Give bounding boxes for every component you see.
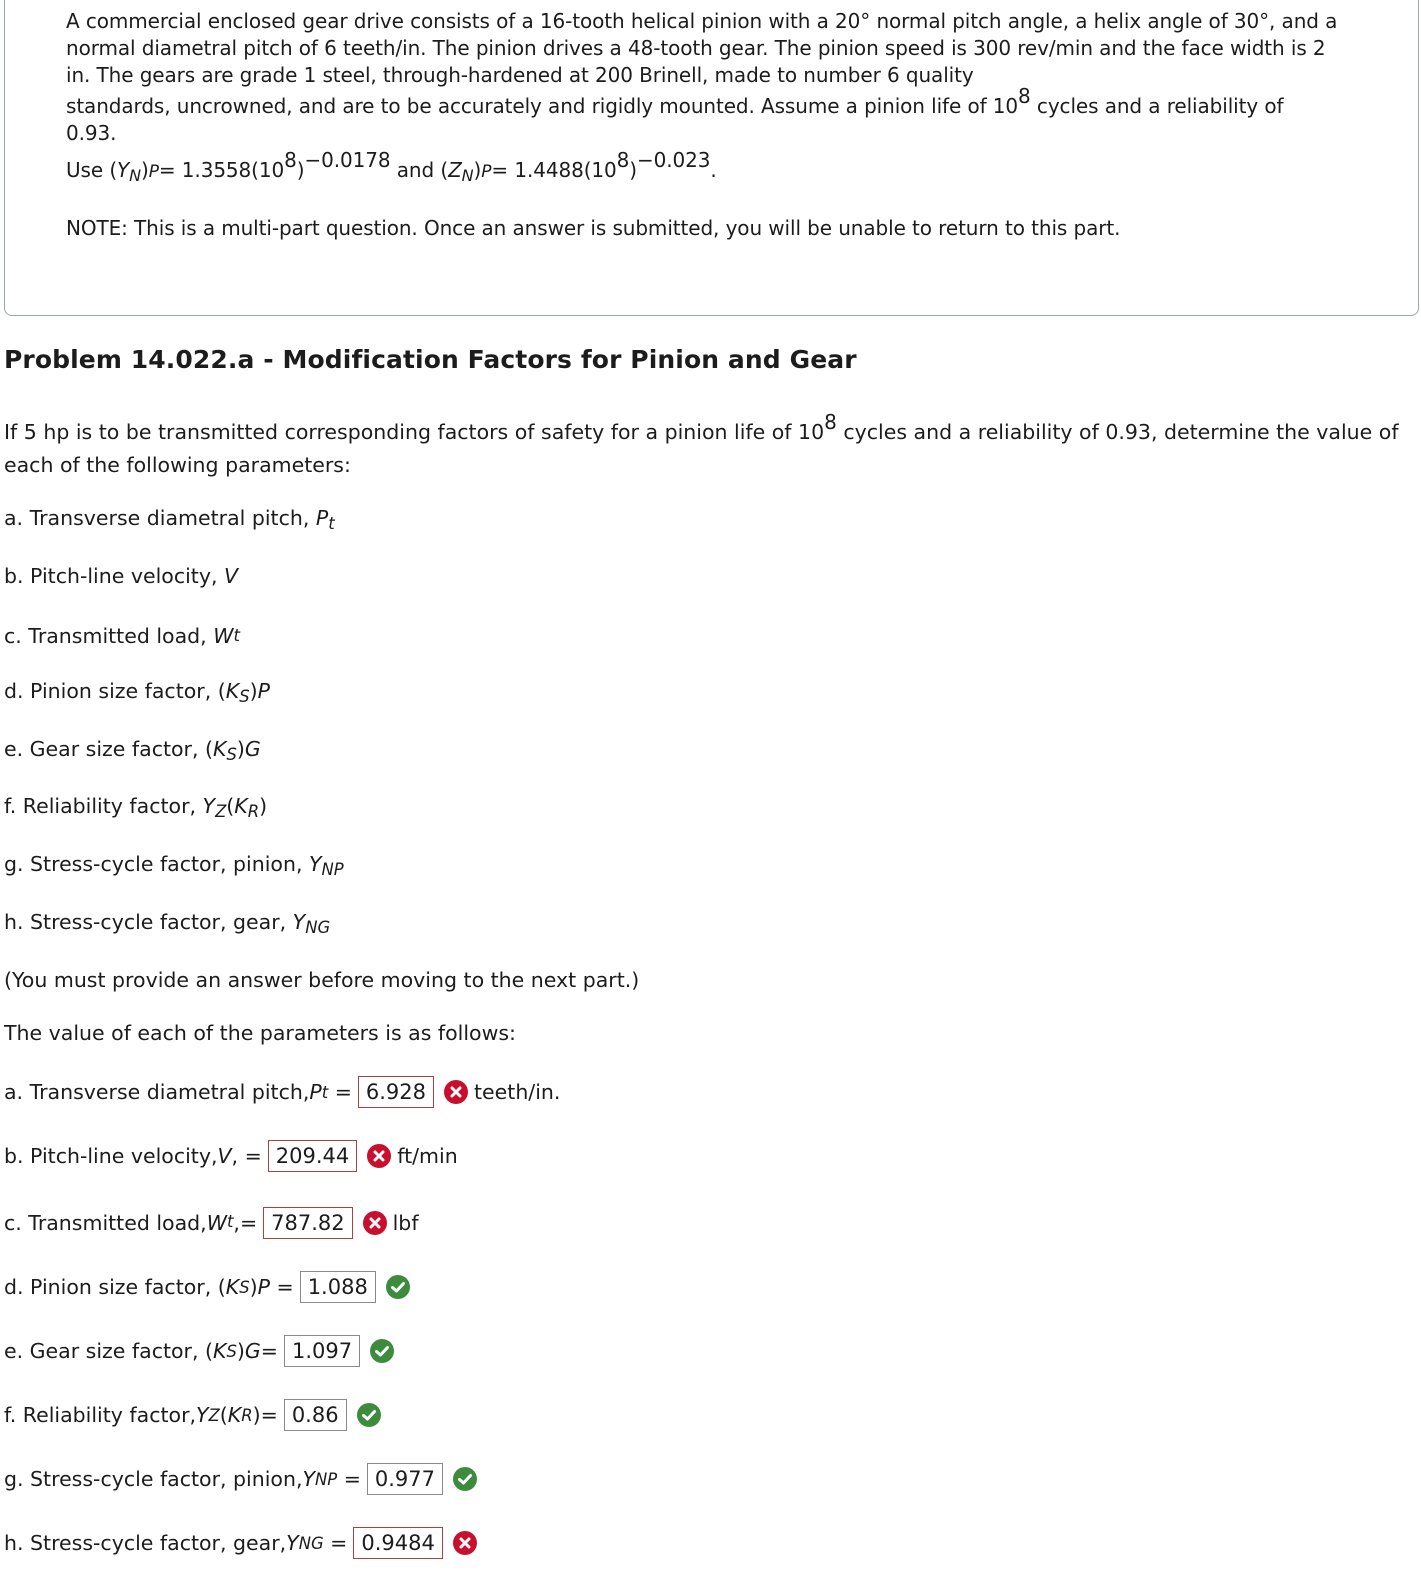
must-answer-note: (You must provide an answer before moving to the next part.) [4, 968, 640, 992]
page-title: Problem 14.022.a - Modification Factors for Pinion and Gear [4, 345, 857, 374]
question-item-f: f. Reliability factor, $Y_Z(K_R)$ [4, 794, 268, 821]
question-line-2: each of the following parameters: [4, 453, 351, 477]
answer-input-g[interactable]: 0.977 [367, 1463, 443, 1495]
answer-row-c: c. Transmitted load, W $^t$ ,= 787.82 lbf [4, 1207, 419, 1239]
answer-row-d: d. Pinion size factor, ( K S ) P = 1.088 [4, 1271, 410, 1303]
answer-unit-b: ft/min [397, 1144, 458, 1168]
answer-input-b[interactable]: 209.44 [268, 1140, 357, 1172]
problem-statement [66, 8, 1356, 242]
question-line-1: If 5 hp is to be transmitted corresponding factors of safety for a pinion life of 108 cycles and a reliability of 0.93, determine the value of [4, 410, 1399, 444]
question-item-a: a. Transverse diametral pitch, $P_t$ [4, 506, 335, 533]
question-item-c: c. Transmitted load, $W^t$ [4, 624, 240, 648]
answer-input-d[interactable]: 1.088 [300, 1271, 376, 1303]
intro-paragraph-cont: standards, uncrowned, and are to be accurately and rigidly mounted. Assume a pinion life of 108 cycles and a reliability of [66, 84, 1284, 118]
check-circle-icon [453, 1467, 477, 1491]
answer-input-e[interactable]: 1.097 [284, 1335, 360, 1367]
check-circle-icon [357, 1403, 381, 1427]
answer-row-a: a. Transverse diametral pitch, P t = 6.928 teeth/in. [4, 1076, 560, 1108]
question-item-e: e. Gear size factor, $(K_S)G$ [4, 737, 261, 764]
check-circle-icon [370, 1339, 394, 1363]
x-circle-icon [453, 1531, 477, 1555]
question-item-b: b. Pitch-line velocity, V [4, 564, 239, 588]
answer-unit-c: lbf [392, 1211, 419, 1235]
answer-unit-a: teeth/in. [474, 1080, 561, 1104]
x-circle-icon [363, 1211, 387, 1235]
answer-row-b: b. Pitch-line velocity, V , = 209.44 ft/min [4, 1140, 458, 1172]
use-formula: Use $(Y_N)P= 1.3558(108)-0.0178$ and $(Z_N)P= 1.4488(108)-0.023$. [66, 148, 717, 185]
check-circle-icon [386, 1275, 410, 1299]
answer-row-e: e. Gear size factor, ( K S ) G = 1.097 [4, 1335, 394, 1367]
intro-paragraph-end: 0.93. [66, 121, 117, 145]
answer-input-h[interactable]: 0.9484 [353, 1527, 442, 1559]
answer-input-c[interactable]: 787.82 [263, 1207, 352, 1239]
multi-part-note: NOTE: This is a multi-part question. Once an answer is submitted, you will be unable to return to this part. [66, 216, 1121, 240]
values-intro: The value of each of the parameters is as follows: [4, 1021, 516, 1045]
x-circle-icon [444, 1080, 468, 1104]
answer-input-f[interactable]: 0.86 [284, 1399, 347, 1431]
answer-input-a[interactable]: 6.928 [358, 1076, 434, 1108]
answer-row-f: f. Reliability factor, Y Z ( K R )= 0.86 [4, 1399, 381, 1431]
answer-row-g: g. Stress-cycle factor, pinion, Y NP = 0.977 [4, 1463, 477, 1495]
question-item-d: d. Pinion size factor, $(K_S)P$ [4, 679, 270, 706]
question-item-g: g. Stress-cycle factor, pinion, $Y_{NP}$ [4, 852, 344, 879]
intro-paragraph: A commercial enclosed gear drive consists of a 16-tooth helical pinion with a 20° normal pitch angle, a helix angle of 30°, and a normal diametral pitch of 6 teeth/in. The pinion drives a 48-tooth gear. The pinion speed is 300 rev/min and the face width is 2 in. The gears are grade 1 steel, through-hardened at 200 Brinell, made to number 6 quality [66, 9, 1338, 87]
answer-row-h: h. Stress-cycle factor, gear, Y NG = 0.9484 [4, 1527, 477, 1559]
x-circle-icon [367, 1144, 391, 1168]
question-item-h: h. Stress-cycle factor, gear, $Y_{NG}$ [4, 910, 331, 937]
